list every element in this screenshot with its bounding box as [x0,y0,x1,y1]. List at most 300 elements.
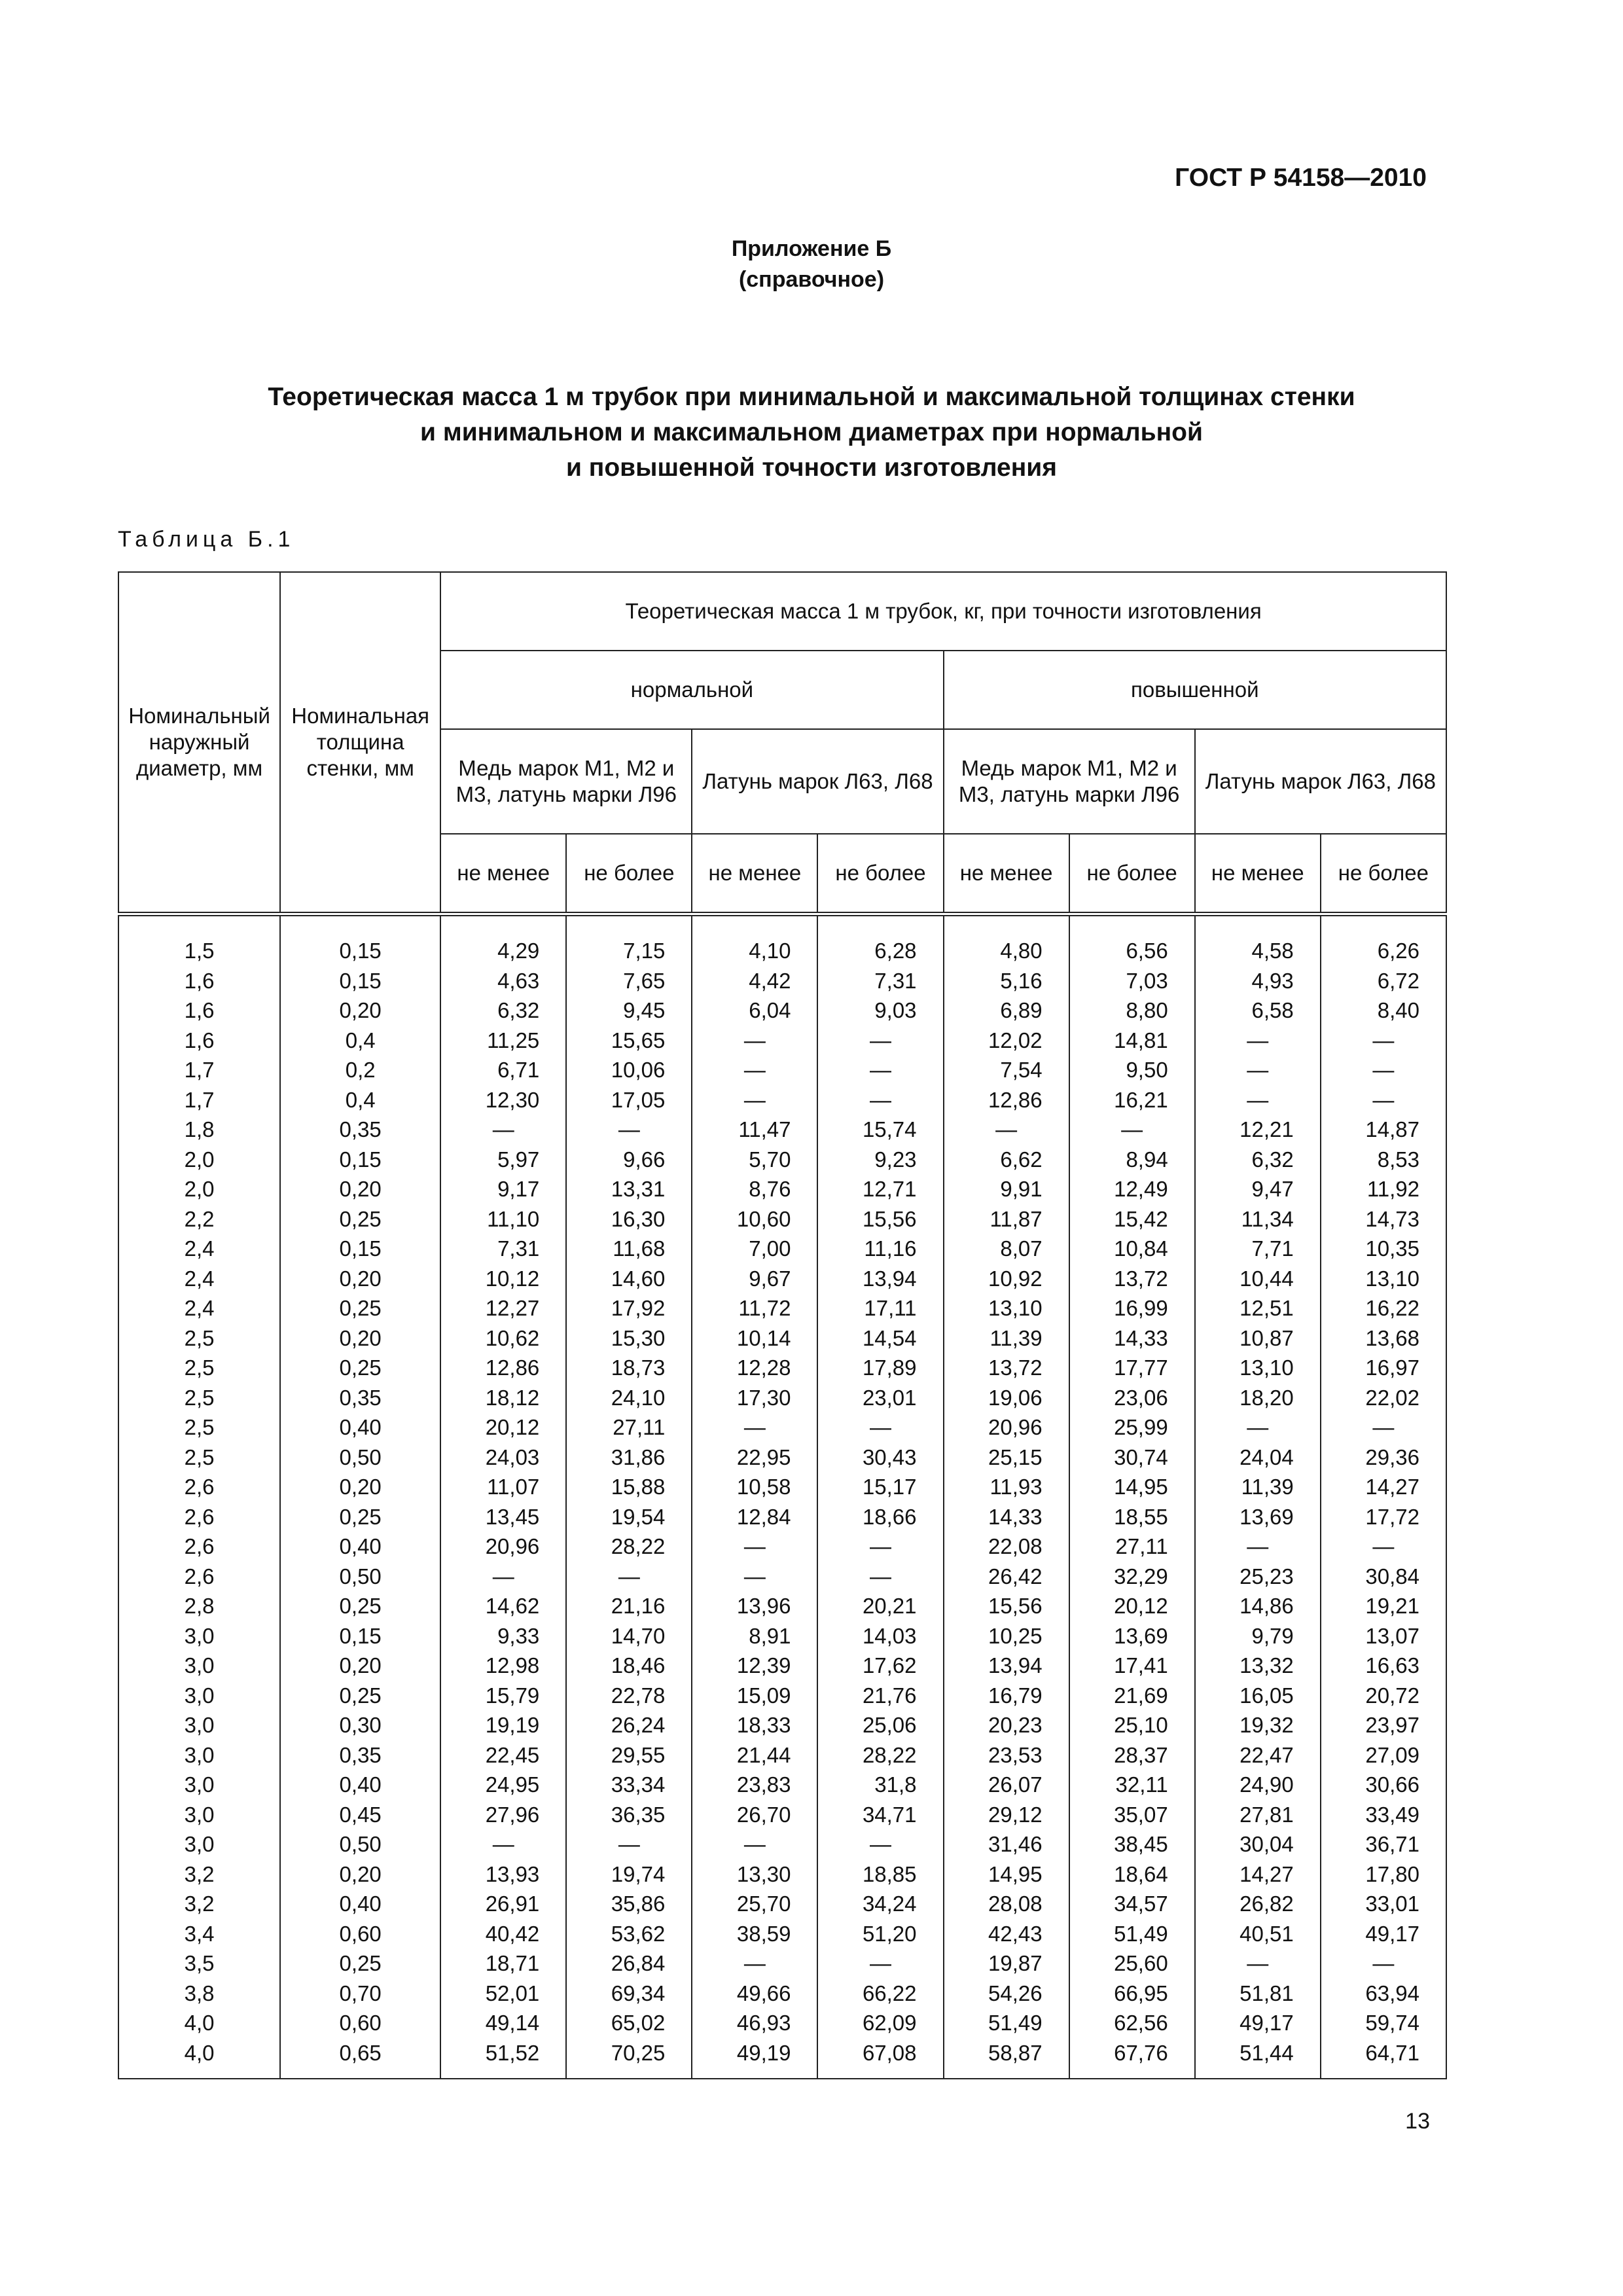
cell-diameter: 2,6 [118,1502,280,1532]
standard-code: ГОСТ Р 54158—2010 [1175,164,1427,192]
cell-copper-increased-max: 16,21 [1069,1085,1195,1115]
cell-brass-normal-max: 25,06 [817,1710,943,1740]
header-brass-normal: Латунь марок Л63, Л68 [692,729,943,834]
cell-copper-normal-max: 33,34 [566,1770,692,1800]
header-min: не менее [692,834,817,914]
cell-brass-normal-min: 21,44 [692,1740,817,1770]
cell-brass-increased-min: 16,05 [1195,1681,1321,1711]
appendix-heading [0,234,1623,295]
cell-brass-normal-max: 67,08 [817,2038,943,2079]
cell-brass-normal-min: 15,09 [692,1681,817,1711]
cell-brass-normal-min: 10,14 [692,1323,817,1354]
cell-copper-increased-max: 14,33 [1069,1323,1195,1354]
cell-diameter: 3,0 [118,1740,280,1770]
cell-copper-increased-min: 11,87 [944,1204,1069,1234]
cell-copper-normal-max: 22,78 [566,1681,692,1711]
cell-copper-normal-max: 26,24 [566,1710,692,1740]
cell-brass-increased-max: 33,01 [1321,1889,1446,1919]
cell-copper-normal-min: — [440,1829,566,1859]
cell-copper-increased-min: 22,08 [944,1532,1069,1562]
cell-brass-increased-min: 27,81 [1195,1800,1321,1830]
cell-diameter: 3,2 [118,1859,280,1890]
cell-diameter: 3,0 [118,1651,280,1681]
cell-copper-increased-min: 54,26 [944,1979,1069,2009]
cell-copper-increased-max: 21,69 [1069,1681,1195,1711]
cell-diameter: 1,6 [118,1026,280,1056]
cell-brass-normal-min: — [692,1055,817,1085]
cell-thickness: 0,50 [280,1562,440,1592]
table-row [118,1651,1446,1681]
cell-copper-normal-min: 24,03 [440,1443,566,1473]
cell-diameter: 2,6 [118,1562,280,1592]
cell-copper-normal-max: 11,68 [566,1234,692,1264]
header-max: не более [1069,834,1195,914]
cell-brass-normal-max: 62,09 [817,2008,943,2038]
cell-copper-increased-min: 26,07 [944,1770,1069,1800]
cell-copper-normal-min: 20,12 [440,1412,566,1443]
cell-copper-increased-max: 18,64 [1069,1859,1195,1890]
cell-copper-normal-max: — [566,1829,692,1859]
cell-thickness: 0,20 [280,1472,440,1502]
cell-brass-normal-min: 18,33 [692,1710,817,1740]
table-row [118,1829,1446,1859]
cell-thickness: 0,35 [280,1740,440,1770]
cell-brass-normal-max: 23,01 [817,1383,943,1413]
cell-copper-increased-max: 6,56 [1069,914,1195,966]
cell-brass-increased-max: 64,71 [1321,2038,1446,2079]
cell-brass-increased-min: 14,86 [1195,1591,1321,1621]
cell-copper-increased-min: 12,86 [944,1085,1069,1115]
appendix-title: Приложение Б [731,236,892,261]
table-row [118,1323,1446,1354]
page-title-line: и минимальном и максимальном диаметрах при нормальной [420,418,1203,446]
cell-copper-normal-min: 27,96 [440,1800,566,1830]
header-mass-group: Теоретическая масса 1 м трубок, кг, при точности изготовления [440,572,1446,651]
cell-brass-normal-max: 12,71 [817,1174,943,1204]
cell-brass-increased-min: 11,34 [1195,1204,1321,1234]
cell-copper-increased-min: 42,43 [944,1919,1069,1949]
table-row [118,1026,1446,1056]
cell-brass-normal-max: 17,62 [817,1651,943,1681]
cell-brass-normal-min: 38,59 [692,1919,817,1949]
cell-copper-normal-max: 14,70 [566,1621,692,1651]
cell-copper-normal-max: 16,30 [566,1204,692,1234]
cell-thickness: 0,25 [280,1293,440,1323]
cell-copper-increased-max: 25,60 [1069,1948,1195,1979]
header-normal: нормальной [440,651,943,729]
cell-brass-increased-min: — [1195,1085,1321,1115]
cell-copper-normal-max: 31,86 [566,1443,692,1473]
cell-brass-normal-min: 12,28 [692,1353,817,1383]
cell-copper-normal-max: 26,84 [566,1948,692,1979]
cell-brass-increased-max: 20,72 [1321,1681,1446,1711]
cell-diameter: 2,5 [118,1353,280,1383]
header-thickness: Номинальная толщина стенки, мм [280,572,440,914]
cell-brass-normal-min: 4,10 [692,914,817,966]
cell-diameter: 2,4 [118,1234,280,1264]
cell-copper-normal-max: — [566,1562,692,1592]
cell-brass-increased-min: 25,23 [1195,1562,1321,1592]
cell-brass-increased-min: — [1195,1055,1321,1085]
cell-brass-increased-max: 14,87 [1321,1115,1446,1145]
table-row [118,1591,1446,1621]
cell-thickness: 0,70 [280,1979,440,2009]
cell-brass-normal-max: 13,94 [817,1264,943,1294]
cell-thickness: 0,4 [280,1085,440,1115]
table-row [118,1859,1446,1890]
cell-copper-normal-min: 52,01 [440,1979,566,2009]
cell-diameter: 3,4 [118,1919,280,1949]
table-row [118,1681,1446,1711]
cell-copper-normal-min: 11,07 [440,1472,566,1502]
cell-copper-normal-max: 15,88 [566,1472,692,1502]
cell-brass-increased-min: 13,69 [1195,1502,1321,1532]
cell-thickness: 0,35 [280,1115,440,1145]
cell-brass-increased-max: — [1321,1026,1446,1056]
cell-brass-normal-max: — [817,1055,943,1085]
cell-copper-increased-min: 51,49 [944,2008,1069,2038]
cell-brass-normal-min: 7,00 [692,1234,817,1264]
cell-brass-normal-max: 9,23 [817,1145,943,1175]
cell-copper-normal-max: 28,22 [566,1532,692,1562]
header-min: не менее [440,834,566,914]
cell-copper-normal-max: 10,06 [566,1055,692,1085]
cell-copper-increased-max: 17,77 [1069,1353,1195,1383]
cell-copper-increased-min: 19,87 [944,1948,1069,1979]
cell-brass-increased-max: 13,10 [1321,1264,1446,1294]
cell-copper-increased-min: 13,10 [944,1293,1069,1323]
cell-brass-normal-min: 49,66 [692,1979,817,2009]
cell-diameter: 2,6 [118,1472,280,1502]
cell-copper-normal-max: 9,66 [566,1145,692,1175]
cell-brass-normal-min: 25,70 [692,1889,817,1919]
cell-brass-normal-max: 14,54 [817,1323,943,1354]
cell-copper-increased-max: 66,95 [1069,1979,1195,2009]
table-row [118,1472,1446,1502]
header-min: не менее [1195,834,1321,914]
page-title-line: и повышенной точности изготовления [565,454,1057,482]
cell-thickness: 0,35 [280,1383,440,1413]
cell-copper-normal-min: 4,29 [440,914,566,966]
cell-brass-normal-min: — [692,1412,817,1443]
cell-brass-increased-max: 36,71 [1321,1829,1446,1859]
cell-brass-normal-max: 18,66 [817,1502,943,1532]
cell-copper-increased-min: 5,16 [944,966,1069,996]
cell-thickness: 0,60 [280,2008,440,2038]
table-row [118,2038,1446,2079]
cell-brass-normal-min: — [692,1026,817,1056]
cell-brass-normal-max: 14,03 [817,1621,943,1651]
cell-brass-increased-max: 11,92 [1321,1174,1446,1204]
cell-diameter: 1,8 [118,1115,280,1145]
table-row [118,1532,1446,1562]
cell-thickness: 0,15 [280,966,440,996]
cell-brass-increased-min: 22,47 [1195,1740,1321,1770]
cell-brass-increased-min: 9,79 [1195,1621,1321,1651]
cell-copper-increased-max: 14,81 [1069,1026,1195,1056]
cell-thickness: 0,40 [280,1770,440,1800]
cell-thickness: 0,4 [280,1026,440,1056]
cell-thickness: 0,60 [280,1919,440,1949]
cell-copper-normal-min: 51,52 [440,2038,566,2079]
cell-brass-increased-max: 30,66 [1321,1770,1446,1800]
cell-thickness: 0,30 [280,1710,440,1740]
cell-copper-increased-max: 10,84 [1069,1234,1195,1264]
cell-copper-increased-max: 23,06 [1069,1383,1195,1413]
cell-brass-normal-max: 6,28 [817,914,943,966]
cell-copper-normal-max: 69,34 [566,1979,692,2009]
cell-copper-normal-min: 12,98 [440,1651,566,1681]
table-row [118,1412,1446,1443]
cell-brass-increased-min: 24,04 [1195,1443,1321,1473]
cell-brass-increased-min: 12,51 [1195,1293,1321,1323]
cell-copper-increased-min: 11,93 [944,1472,1069,1502]
cell-brass-normal-min: 8,91 [692,1621,817,1651]
cell-brass-increased-min: — [1195,1532,1321,1562]
cell-diameter: 2,4 [118,1293,280,1323]
cell-copper-increased-max: 9,50 [1069,1055,1195,1085]
cell-diameter: 3,0 [118,1681,280,1711]
header-brass-increased: Латунь марок Л63, Л68 [1195,729,1446,834]
cell-copper-normal-max: 27,11 [566,1412,692,1443]
cell-copper-normal-min: 11,10 [440,1204,566,1234]
cell-brass-increased-max: 16,22 [1321,1293,1446,1323]
cell-thickness: 0,20 [280,1859,440,1890]
cell-copper-normal-min: 10,12 [440,1264,566,1294]
cell-thickness: 0,20 [280,1651,440,1681]
cell-brass-normal-max: — [817,1085,943,1115]
cell-copper-increased-max: 67,76 [1069,2038,1195,2079]
cell-copper-increased-max: 14,95 [1069,1472,1195,1502]
cell-brass-increased-max: — [1321,1948,1446,1979]
cell-thickness: 0,20 [280,1174,440,1204]
table-row [118,1115,1446,1145]
table-row [118,1889,1446,1919]
cell-copper-increased-min: 28,08 [944,1889,1069,1919]
table-row [118,1443,1446,1473]
cell-copper-increased-max: — [1069,1115,1195,1145]
table-row [118,1174,1446,1204]
cell-copper-increased-max: 7,03 [1069,966,1195,996]
cell-copper-normal-min: 18,71 [440,1948,566,1979]
cell-copper-normal-min: 24,95 [440,1770,566,1800]
cell-brass-normal-min: 49,19 [692,2038,817,2079]
cell-brass-normal-min: — [692,1562,817,1592]
cell-brass-increased-max: 23,97 [1321,1710,1446,1740]
cell-brass-normal-max: 17,89 [817,1353,943,1383]
table-row [118,914,1446,966]
cell-brass-increased-min: 13,10 [1195,1353,1321,1383]
cell-copper-increased-max: 35,07 [1069,1800,1195,1830]
cell-thickness: 0,20 [280,1323,440,1354]
cell-brass-increased-max: — [1321,1412,1446,1443]
cell-copper-increased-min: 6,62 [944,1145,1069,1175]
cell-copper-increased-min: 20,23 [944,1710,1069,1740]
cell-brass-increased-max: 8,40 [1321,996,1446,1026]
cell-brass-increased-max: 16,63 [1321,1651,1446,1681]
cell-copper-normal-max: 13,31 [566,1174,692,1204]
cell-brass-normal-min: 13,96 [692,1591,817,1621]
cell-diameter: 3,0 [118,1621,280,1651]
cell-copper-normal-max: — [566,1115,692,1145]
cell-brass-normal-min: 11,72 [692,1293,817,1323]
cell-copper-increased-min: 10,25 [944,1621,1069,1651]
cell-copper-normal-min: 49,14 [440,2008,566,2038]
cell-copper-normal-max: 70,25 [566,2038,692,2079]
cell-copper-increased-max: 51,49 [1069,1919,1195,1949]
cell-thickness: 0,25 [280,1204,440,1234]
cell-thickness: 0,40 [280,1532,440,1562]
cell-thickness: 0,25 [280,1591,440,1621]
table-row [118,1085,1446,1115]
cell-thickness: 0,15 [280,1234,440,1264]
cell-copper-normal-min: 6,71 [440,1055,566,1085]
cell-copper-normal-min: 9,33 [440,1621,566,1651]
cell-copper-increased-min: 8,07 [944,1234,1069,1264]
cell-brass-increased-min: 7,71 [1195,1234,1321,1264]
cell-brass-increased-max: 19,21 [1321,1591,1446,1621]
cell-brass-increased-min: 9,47 [1195,1174,1321,1204]
cell-brass-normal-max: 30,43 [817,1443,943,1473]
cell-copper-increased-max: 13,72 [1069,1264,1195,1294]
cell-brass-normal-min: 10,58 [692,1472,817,1502]
cell-copper-increased-min: 12,02 [944,1026,1069,1056]
cell-brass-increased-max: 63,94 [1321,1979,1446,2009]
cell-diameter: 3,8 [118,1979,280,2009]
table-row [118,1055,1446,1085]
cell-copper-increased-min: 16,79 [944,1681,1069,1711]
cell-copper-normal-max: 19,74 [566,1859,692,1890]
cell-diameter: 3,0 [118,1770,280,1800]
table-row [118,1293,1446,1323]
cell-brass-increased-max: 13,68 [1321,1323,1446,1354]
cell-copper-increased-max: 32,11 [1069,1770,1195,1800]
cell-diameter: 4,0 [118,2008,280,2038]
cell-copper-increased-min: 14,95 [944,1859,1069,1890]
cell-diameter: 2,5 [118,1323,280,1354]
cell-copper-increased-min: 13,72 [944,1353,1069,1383]
cell-brass-normal-max: — [817,1412,943,1443]
cell-copper-increased-min: 11,39 [944,1323,1069,1354]
cell-brass-increased-min: 24,90 [1195,1770,1321,1800]
cell-brass-increased-max: 14,27 [1321,1472,1446,1502]
cell-brass-normal-min: 17,30 [692,1383,817,1413]
cell-brass-increased-max: 13,07 [1321,1621,1446,1651]
cell-diameter: 3,2 [118,1889,280,1919]
cell-copper-normal-max: 9,45 [566,996,692,1026]
cell-brass-normal-max: — [817,1562,943,1592]
cell-thickness: 0,50 [280,1443,440,1473]
table-row [118,1562,1446,1592]
cell-brass-normal-min: 4,42 [692,966,817,996]
cell-brass-increased-min: 26,82 [1195,1889,1321,1919]
cell-copper-increased-min: 9,91 [944,1174,1069,1204]
cell-brass-normal-min: 9,67 [692,1264,817,1294]
cell-brass-normal-min: — [692,1085,817,1115]
cell-brass-increased-max: 49,17 [1321,1919,1446,1949]
cell-thickness: 0,15 [280,1621,440,1651]
page-title [0,380,1623,486]
table-row [118,1383,1446,1413]
cell-brass-normal-max: — [817,1026,943,1056]
cell-brass-increased-max: 29,36 [1321,1443,1446,1473]
cell-brass-normal-min: — [692,1532,817,1562]
cell-diameter: 1,6 [118,966,280,996]
cell-copper-increased-max: 30,74 [1069,1443,1195,1473]
cell-thickness: 0,25 [280,1681,440,1711]
table-row [118,1502,1446,1532]
cell-brass-normal-max: 15,56 [817,1204,943,1234]
table-body [118,914,1446,2079]
cell-brass-normal-max: 15,74 [817,1115,943,1145]
header-increased: повышенной [944,651,1446,729]
cell-copper-increased-min: 14,33 [944,1502,1069,1532]
table-row [118,1204,1446,1234]
cell-thickness: 0,45 [280,1800,440,1830]
cell-thickness: 0,15 [280,914,440,966]
page-title-line: Теоретическая масса 1 м трубок при минимальной и максимальной толщинах стенки [268,383,1355,411]
cell-brass-normal-min: 12,84 [692,1502,817,1532]
table-row [118,2008,1446,2038]
cell-copper-normal-min: 15,79 [440,1681,566,1711]
cell-brass-normal-max: — [817,1829,943,1859]
cell-copper-increased-max: 16,99 [1069,1293,1195,1323]
cell-brass-increased-min: 13,32 [1195,1651,1321,1681]
table-row [118,1234,1446,1264]
header-max: не более [566,834,692,914]
table-label: Таблица Б.1 [118,527,295,552]
cell-brass-normal-max: 18,85 [817,1859,943,1890]
cell-copper-increased-max: 27,11 [1069,1532,1195,1562]
cell-copper-increased-max: 8,80 [1069,996,1195,1026]
cell-copper-normal-max: 36,35 [566,1800,692,1830]
table-row [118,1710,1446,1740]
cell-copper-increased-min: 26,42 [944,1562,1069,1592]
cell-diameter: 2,5 [118,1383,280,1413]
cell-copper-increased-min: 25,15 [944,1443,1069,1473]
cell-brass-increased-max: 17,80 [1321,1859,1446,1890]
cell-copper-normal-max: 7,15 [566,914,692,966]
cell-thickness: 0,40 [280,1889,440,1919]
cell-copper-normal-min: 6,32 [440,996,566,1026]
cell-brass-normal-max: 34,71 [817,1800,943,1830]
page-number: 13 [1405,2109,1430,2134]
cell-copper-increased-max: 38,45 [1069,1829,1195,1859]
cell-brass-normal-max: 31,8 [817,1770,943,1800]
cell-copper-normal-min: 20,96 [440,1532,566,1562]
cell-copper-normal-min: 7,31 [440,1234,566,1264]
cell-brass-normal-min: — [692,1829,817,1859]
cell-brass-normal-max: 11,16 [817,1234,943,1264]
cell-copper-normal-max: 7,65 [566,966,692,996]
cell-brass-increased-max: 17,72 [1321,1502,1446,1532]
cell-copper-normal-min: 14,62 [440,1591,566,1621]
cell-brass-normal-max: 9,03 [817,996,943,1026]
cell-copper-increased-min: 23,53 [944,1740,1069,1770]
table-row [118,1264,1446,1294]
cell-brass-increased-max: 10,35 [1321,1234,1446,1264]
cell-copper-increased-min: 13,94 [944,1651,1069,1681]
cell-brass-normal-min: 26,70 [692,1800,817,1830]
cell-brass-normal-min: 12,39 [692,1651,817,1681]
cell-copper-normal-min: 13,93 [440,1859,566,1890]
cell-thickness: 0,20 [280,996,440,1026]
cell-copper-normal-min: 4,63 [440,966,566,996]
mass-table [118,571,1447,2079]
cell-brass-normal-min: 5,70 [692,1145,817,1175]
cell-brass-increased-min: 10,87 [1195,1323,1321,1354]
cell-thickness: 0,25 [280,1502,440,1532]
